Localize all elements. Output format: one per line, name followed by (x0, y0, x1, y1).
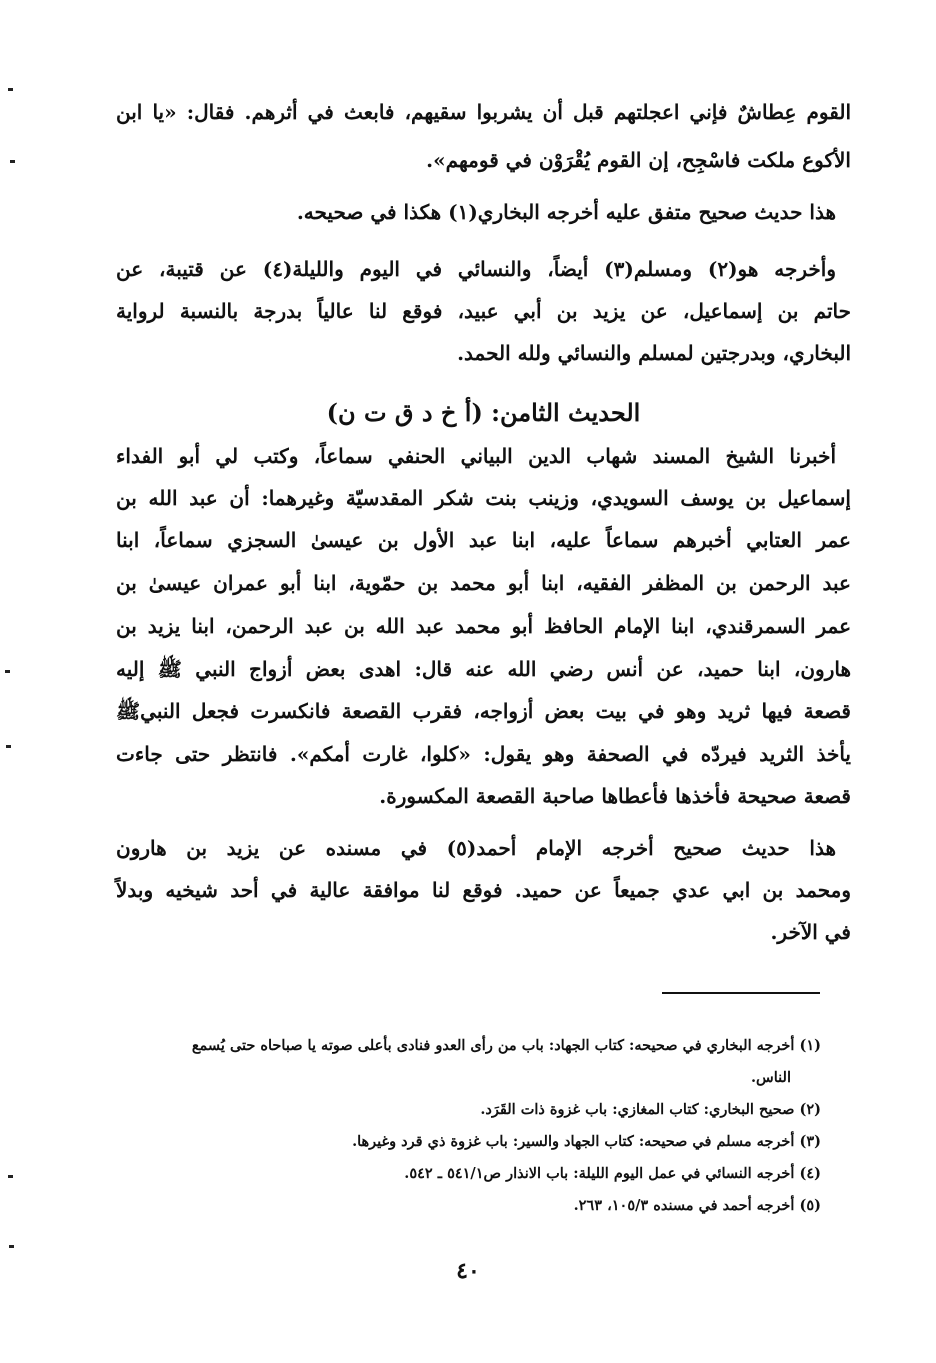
page-number: ٤٠ (456, 1258, 480, 1284)
body-line: هذا حديث صحيح أخرجه الإمام أحمد(٥) في مسنده عن يزيد بن هارون (116, 836, 836, 860)
body-line: إسماعيل بن يوسف السويدي، وزينب بنت شكر المقدسيّة وغيرهما: أن عبد الله بن (116, 486, 851, 510)
footnote: (٥) أخرجه أحمد في مسنده ١٠٥/٣، ٢٦٣. (573, 1197, 821, 1214)
body-line: هذا حديث صحيح متفق عليه أخرجه البخاري(١) هكذا في صحيحه. (296, 200, 836, 224)
body-line: الأكوع ملكت فاسْجِح، إن القوم يُقْرَوْن في قومهم». (426, 148, 851, 172)
body-line: أخبرنا الشيخ المسند شهاب الدين البياني الحنفي سماعاً، وكتب لي أبو الفداء (116, 444, 836, 468)
body-line: ومحمد بن ابي عدي جميعاً عن حميد. فوقع لنا موافقة عالية في أحد شيخيه وبدلاً (116, 878, 851, 902)
body-line: عمر السمرقندي، ابنا الإمام الحافظ أبو محمد عبد الله بن عبد الرحمن، ابنا يزيد بن (116, 614, 851, 638)
body-line: حاتم بن إسماعيل، عن يزيد بن أبي عبيد، فوقع لنا عالياً بدرجة بالنسبة لرواية (116, 299, 851, 323)
body-line: وأخرجه هو(٢) ومسلم(٣) أيضاً، والنسائي في اليوم والليلة(٤) عن قتيبة، عن (116, 257, 836, 281)
body-line: البخاري، وبدرجتين لمسلم والنسائي ولله الحمد. (457, 341, 851, 365)
margin-mark (8, 1175, 13, 1178)
margin-mark (10, 160, 15, 163)
margin-mark (5, 670, 10, 673)
section-heading: الحديث الثامن: (أ خ د ق ت ن) (326, 398, 641, 427)
body-line: هارون، ابنا حميد، عن أنس رضي الله عنه قال: اهدى بعض أزواج النبي ﷺ إليه (116, 657, 851, 681)
footnote: (٢) صحيح البخاري: كتاب المغازي: باب غزوة ذات القَرَد. (480, 1101, 821, 1118)
footnote: (٣) أخرجه مسلم في صحيحه: كتاب الجهاد والسير: باب غزوة ذي قرد وغيرها. (352, 1133, 821, 1150)
body-line: عمر العتابي أخبرهم سماعاً عليه، ابنا عبد الأول بن عيسىٰ السجزي سماعاً، ابنا (116, 528, 851, 552)
body-line: في الآخر. (770, 920, 851, 944)
margin-mark (8, 88, 13, 91)
body-line: القوم عِطاشٌ فإني اعجلتهم قبل أن يشربوا سقيهم، فابعث في أثرهم. فقال: «يا ابن (116, 100, 851, 124)
footnote: (١) أخرجه البخاري في صحيحه: كتاب الجهاد: باب من رأى العدو فنادى بأعلى صوته يا صباحاه حتى يُسمع (191, 1037, 821, 1054)
margin-mark (9, 1245, 14, 1248)
body-line: يأخذ الثريد فيردّه في الصحفة وهو يقول: «كلوا، غارت أمكم». فانتظر حتى جاءت (116, 742, 851, 766)
body-line: قصعة فيها ثريد وهو في بيت بعض أزواجه، فقرب القصعة فانكسرت فجعل النبيﷺ (116, 699, 851, 723)
footnote: (٤) أخرجه النسائي في عمل اليوم الليلة: باب الانذار ص٥٤١/١ ـ ٥٤٢. (404, 1165, 821, 1182)
body-line: عبد الرحمن بن المظفر الفقيه، ابنا أبو محمد بن حمّوية، ابنا أبو عمران عيسىٰ بن (116, 571, 851, 595)
footnote: الناس. (751, 1069, 791, 1086)
margin-mark (6, 745, 11, 748)
body-line: قصعة صحيحة فأخذها فأعطاها صاحبة القصعة المكسورة. (379, 784, 851, 808)
footnote-separator (662, 992, 820, 994)
